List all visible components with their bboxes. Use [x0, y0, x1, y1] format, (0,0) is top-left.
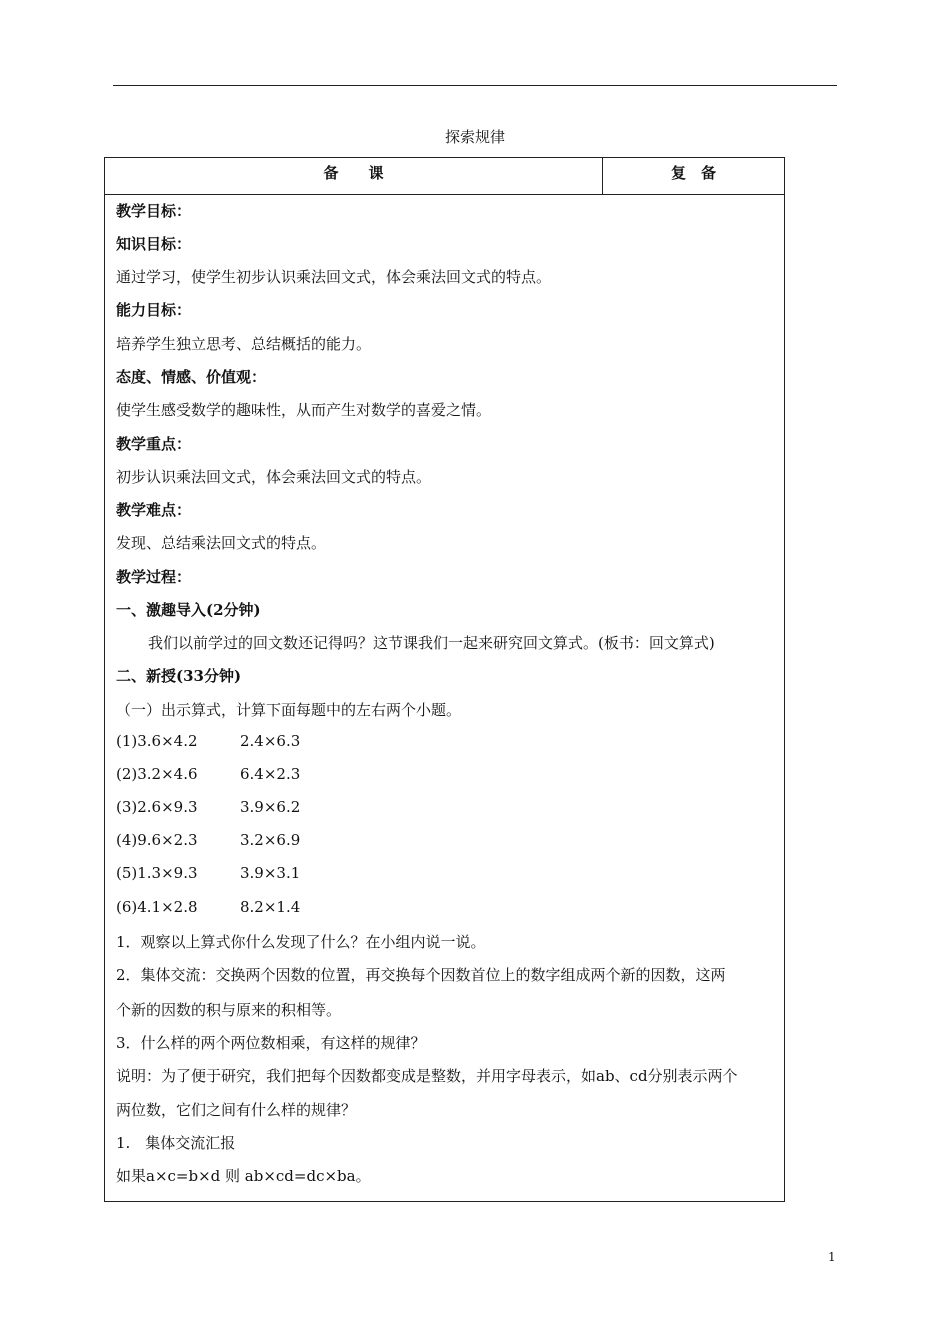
problem-left: (2)3.2×4.6	[116, 765, 198, 783]
problem-left: (4)9.6×2.3	[116, 831, 198, 849]
problem-row	[116, 831, 301, 849]
text-question: 3．什么样的两个两位数相乘，有这样的规律？	[116, 1034, 426, 1052]
problem-left: (5)1.3×9.3	[116, 864, 198, 882]
document-title: 探索规律	[444, 128, 505, 146]
text-ability-goals: 培养学生独立思考、总结概括的能力。	[116, 335, 372, 353]
text-explain-2: 两位数，它们之间有什么样的规律？	[116, 1101, 357, 1119]
heading-teaching-goals: 教学目标：	[116, 202, 192, 220]
problem-right: 8.2×1.4	[240, 898, 301, 916]
heading-ability-goals: 能力目标：	[116, 301, 192, 319]
header-review: 复 备	[670, 164, 716, 182]
text-exchange-1: 2．集体交流：交换两个因数的位置，再交换每个因数首位上的数字组成两个新的因数，这两	[116, 966, 726, 984]
header-rule	[113, 85, 837, 86]
heading-attitude-goals: 态度、情感、价值观：	[116, 368, 267, 386]
lesson-table	[104, 157, 785, 1202]
text-rule: 如果a×c=b×d 则 ab×cd=dc×ba。	[116, 1167, 371, 1185]
heading-difficulties: 教学难点：	[116, 501, 192, 519]
header-prep: 备 课	[105, 158, 603, 194]
table-header-row	[105, 158, 784, 195]
problem-right: 3.9×3.1	[240, 864, 301, 882]
text-intro: 我们以前学过的回文数还记得吗？这节课我们一起来研究回文算式。(板书：回文算式)	[148, 634, 715, 652]
heading-key-points: 教学重点：	[116, 435, 192, 453]
problem-row	[116, 732, 301, 750]
problem-right: 6.4×2.3	[240, 765, 301, 783]
problem-row	[116, 798, 301, 816]
problem-row	[116, 898, 301, 916]
problem-row	[116, 765, 301, 783]
problem-row	[116, 864, 301, 882]
problem-right: 3.2×6.9	[240, 831, 301, 849]
problem-right: 3.9×6.2	[240, 798, 301, 816]
text-attitude-goals: 使学生感受数学的趣味性，从而产生对数学的喜爱之情。	[116, 401, 492, 419]
text-explain-1: 说明：为了便于研究，我们把每个因数都变成是整数，并用字母表示，如ab、cd分别表示两个	[116, 1067, 738, 1085]
problem-left: (1)3.6×4.2	[116, 732, 198, 750]
text-observe: 1．观察以上算式你什么发现了什么？在小组内说一说。	[116, 933, 486, 951]
problem-left: (6)4.1×2.8	[116, 898, 198, 916]
heading-new-lesson: 二、新授(33分钟)	[116, 667, 242, 685]
text-difficulties: 发现、总结乘法回文式的特点。	[116, 534, 327, 552]
heading-intro: 一、激趣导入(2分钟)	[116, 601, 261, 619]
heading-process: 教学过程：	[116, 568, 192, 586]
text-knowledge-goals: 通过学习，使学生初步认识乘法回文式，体会乘法回文式的特点。	[116, 268, 552, 286]
text-exchange-2: 个新的因数的积与原来的积相等。	[116, 1001, 342, 1019]
heading-knowledge-goals: 知识目标：	[116, 235, 192, 253]
problem-left: (3)2.6×9.3	[116, 798, 198, 816]
text-show-problems: （一）出示算式，计算下面每题中的左右两个小题。	[116, 701, 462, 719]
page-number: 1	[828, 1250, 836, 1264]
text-key-points: 初步认识乘法回文式，体会乘法回文式的特点。	[116, 468, 432, 486]
text-report: 1. 集体交流汇报	[116, 1134, 236, 1152]
problem-right: 2.4×6.3	[240, 732, 301, 750]
